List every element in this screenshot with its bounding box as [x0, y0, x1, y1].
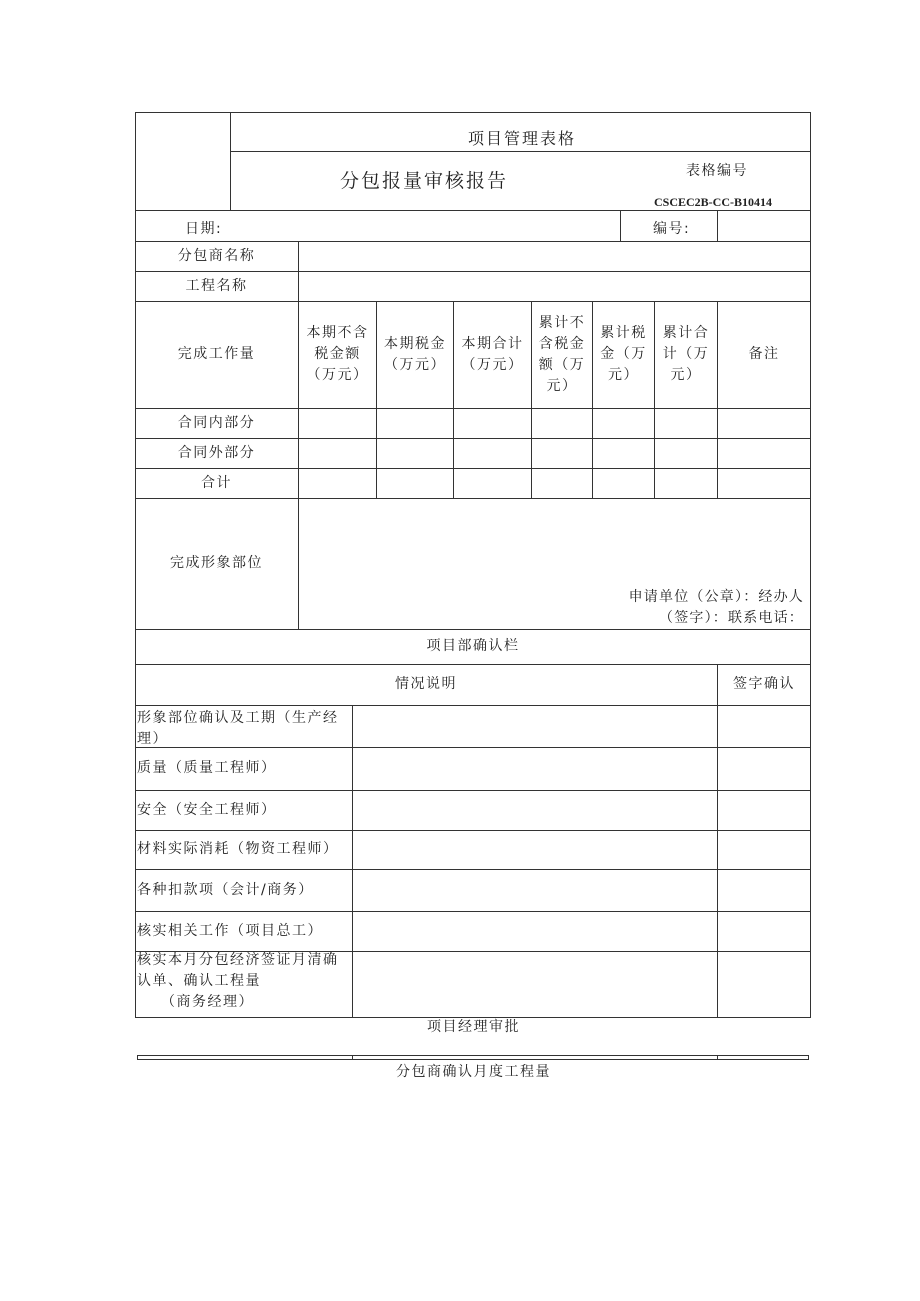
footer-tick	[352, 1055, 353, 1059]
subcontractor-name-field[interactable]	[299, 242, 810, 271]
footer-tick	[808, 1055, 809, 1059]
footer-tick	[717, 1055, 718, 1059]
confirm-item-safety: 安全（安全工程师）	[137, 801, 277, 818]
image-part-label: 完成形象部位	[170, 555, 263, 571]
confirm-item-commercial-role: （商务经理）	[161, 994, 254, 1010]
confirm-section-title: 项目部确认栏	[426, 638, 520, 654]
form-no-label: 表格编号	[686, 163, 748, 179]
out-contract-label: 合同外部分	[177, 444, 256, 461]
date-field[interactable]	[240, 211, 619, 240]
col-line	[620, 210, 621, 241]
page-title: 分包报量审核报告	[340, 170, 509, 192]
confirm-item-quality: 质量（质量工程师）	[137, 760, 277, 776]
form-category: 项目管理表格	[468, 129, 577, 148]
confirm-item-schedule	[137, 708, 349, 750]
footer-line	[137, 1059, 809, 1060]
footer-tick	[137, 1055, 138, 1059]
number-label: 编号:	[653, 221, 691, 237]
sub-confirm-label: 分包商确认月度工程量	[396, 1064, 551, 1080]
confirm-item-materials: 材料实际消耗（物资工程师）	[137, 841, 339, 857]
project-name-label: 工程名称	[185, 277, 248, 294]
header-divider	[230, 151, 811, 152]
completed-work-label: 完成工作量	[177, 346, 256, 362]
col-header-cum-excl-tax: 累计不含税金额（万元）	[538, 314, 586, 394]
col-line	[352, 705, 353, 1018]
number-field[interactable]	[718, 211, 810, 240]
total-label: 合计	[201, 474, 232, 491]
col-header-current-total: 本期合计（万元）	[461, 335, 524, 373]
col-header-cum-tax: 累计税金（万元）	[600, 325, 647, 383]
header-logo-divider	[230, 112, 231, 210]
sign-header: 签字确认	[733, 676, 795, 692]
col-header-cum-total: 累计合计（万元）	[662, 325, 710, 383]
confirm-item-deductions: 各种扣款项（会计/商务）	[137, 881, 314, 898]
footer-line	[137, 1055, 809, 1056]
date-label: 日期:	[185, 221, 223, 237]
applicant-line: 申请单位（公章）：经办人（签字）：联系电话：	[628, 589, 804, 626]
col-header-remarks: 备注	[748, 346, 780, 362]
sign-field-schedule[interactable]	[718, 706, 810, 747]
confirm-item-chief-engineer: 核实相关工作（项目总工）	[137, 922, 323, 939]
confirm-item-commercial: 核实本月分包经济签证月清确认单、确认工程量	[137, 952, 339, 989]
col-header-current-tax: 本期税金（万元）	[384, 335, 446, 373]
in-contract-label: 合同内部分	[177, 414, 256, 431]
manager-approval-label: 项目经理审批	[427, 1019, 520, 1035]
col-header-current-excl-tax: 本期不含税金额（万元）	[306, 325, 369, 383]
subcontractor-name-label: 分包商名称	[177, 247, 256, 264]
desc-field-schedule[interactable]	[353, 706, 717, 747]
desc-header: 情况说明	[395, 676, 457, 692]
form-no: CSCEC2B-CC-B10414	[654, 195, 773, 209]
image-part-field[interactable]	[299, 499, 810, 579]
confirm-item-schedule-text: 形象部位确认及工期（生产经理）	[137, 710, 339, 747]
project-name-field[interactable]	[299, 272, 810, 301]
